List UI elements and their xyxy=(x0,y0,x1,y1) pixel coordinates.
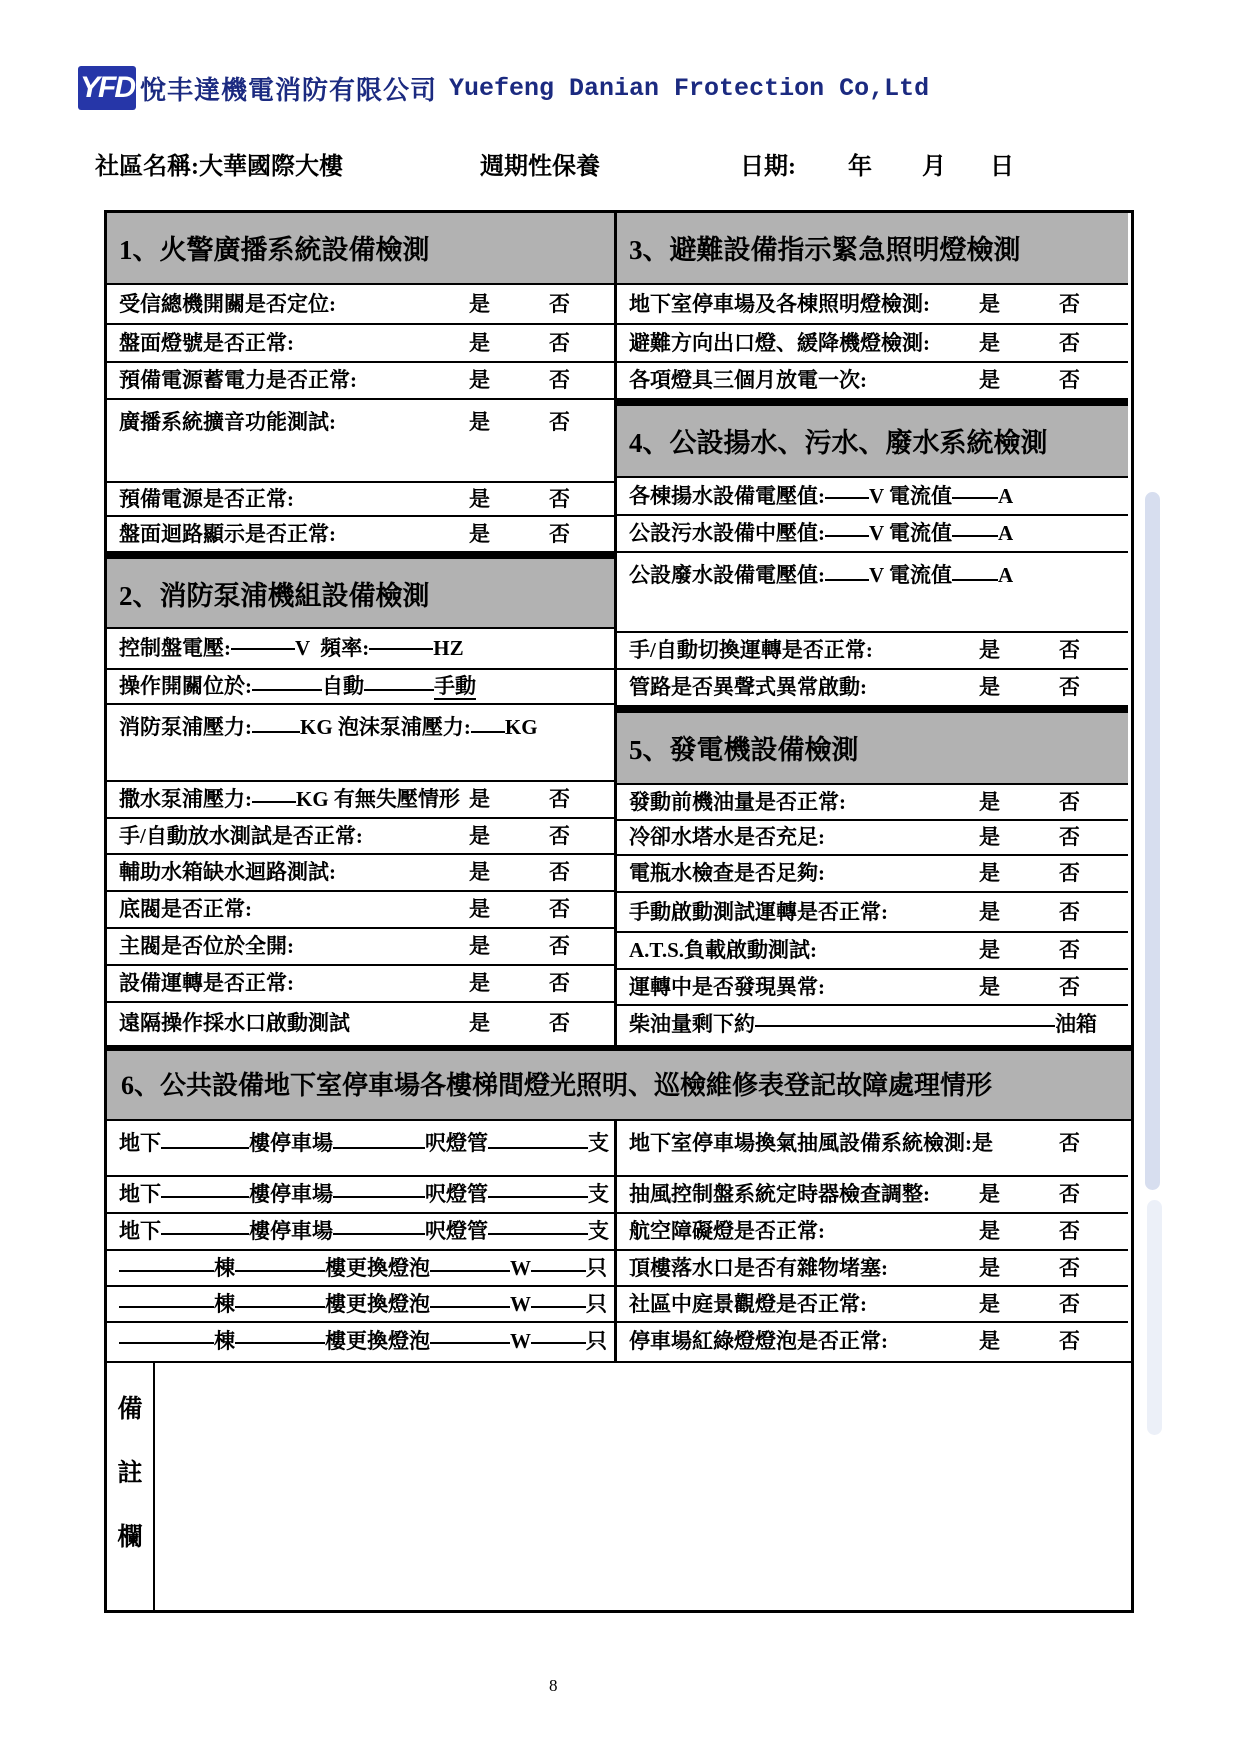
row-content xyxy=(629,521,1013,545)
fill-in-blank xyxy=(430,1251,510,1272)
row-label: KG xyxy=(504,715,538,739)
row-content xyxy=(629,638,873,662)
fill-in-blank xyxy=(161,1214,249,1235)
no-option: 否 xyxy=(1059,1219,1080,1243)
yes-option: 是 xyxy=(979,938,1000,962)
row-content xyxy=(119,824,363,848)
left-column xyxy=(107,213,617,1045)
no-option: 否 xyxy=(549,292,570,316)
table-row xyxy=(617,856,1128,893)
row-content xyxy=(629,1182,930,1206)
row-label: 手動啟動測試運轉是否正常: xyxy=(629,900,888,924)
yes-option: 是 xyxy=(979,790,1000,814)
row-content xyxy=(119,715,538,739)
row-label: 手動 xyxy=(434,674,476,698)
table-row xyxy=(107,1323,614,1361)
table-row xyxy=(107,1177,614,1214)
row-label: 受信總機開關是否定位: xyxy=(119,292,336,316)
row-label: 公設廢水設備電壓值: xyxy=(629,563,825,587)
no-option: 否 xyxy=(1059,638,1080,662)
yes-option: 是 xyxy=(469,897,490,921)
fill-in-blank xyxy=(333,1214,425,1235)
fill-in-blank xyxy=(333,1128,425,1149)
row-label: 發動前機油量是否正常: xyxy=(629,790,846,814)
no-option: 否 xyxy=(1059,368,1080,392)
fill-in-blank xyxy=(252,670,322,691)
yes-option: 是 xyxy=(979,1329,1000,1353)
checklist-table xyxy=(104,210,1134,1613)
yes-option: 是 xyxy=(979,861,1000,885)
table-row xyxy=(107,929,614,966)
row-content xyxy=(629,292,930,316)
table-row xyxy=(617,363,1128,400)
row-content xyxy=(629,331,930,355)
upper-columns xyxy=(107,213,1131,1045)
table-row xyxy=(617,553,1128,633)
fill-in-blank xyxy=(488,1177,588,1198)
row-label: 棟 xyxy=(214,1329,235,1353)
row-label: V 電流值 xyxy=(869,563,953,587)
table-row xyxy=(617,1214,1128,1251)
row-label: 呎燈管 xyxy=(425,1219,488,1243)
row-content xyxy=(629,975,825,999)
no-option: 否 xyxy=(1059,790,1080,814)
fill-in-blank xyxy=(161,1128,249,1149)
row-content xyxy=(119,292,336,316)
row-content xyxy=(629,484,1013,508)
no-option: 否 xyxy=(549,787,570,811)
row-label: 棟 xyxy=(214,1256,235,1280)
row-content xyxy=(119,1256,607,1280)
fill-in-blank xyxy=(119,1287,214,1308)
company-name-english: Yuefeng Danian Frotection Co,Ltd xyxy=(449,73,930,103)
no-option: 否 xyxy=(549,410,570,434)
yes-option: 是 xyxy=(469,292,490,316)
company-logo xyxy=(78,66,136,110)
yes-option: 是 xyxy=(979,900,1000,924)
table-row xyxy=(107,1003,614,1045)
day-label: 日 xyxy=(990,154,1014,180)
fill-in-blank xyxy=(119,1251,214,1272)
no-option: 否 xyxy=(1059,1182,1080,1206)
row-label: 撒水泵浦壓力: xyxy=(119,787,252,811)
row-label: KG 泡沫泵浦壓力: xyxy=(300,715,471,739)
no-option: 否 xyxy=(549,487,570,511)
row-label: 支 xyxy=(588,1219,609,1243)
row-label: A xyxy=(998,521,1014,545)
logo-text: YFD xyxy=(80,71,134,104)
table-row xyxy=(107,670,614,705)
fill-in-blank xyxy=(471,712,505,733)
community-name: 社區名稱:大華國際大樓 xyxy=(95,154,343,180)
table-row xyxy=(107,1121,614,1177)
table-row xyxy=(617,1121,1128,1177)
no-option: 否 xyxy=(549,368,570,392)
fill-in-blank xyxy=(364,670,434,691)
no-option: 否 xyxy=(1059,975,1080,999)
month-label: 月 xyxy=(922,154,946,180)
yes-option: 是 xyxy=(979,292,1000,316)
section-header: 3、避難設備指示緊急照明燈檢測 xyxy=(617,213,1128,285)
no-option: 否 xyxy=(1059,1131,1080,1155)
row-label: 樓更換燈泡 xyxy=(325,1256,430,1280)
row-label: 樓停車場 xyxy=(249,1219,333,1243)
table-row xyxy=(107,819,614,855)
fill-in-blank xyxy=(488,1128,588,1149)
table-row xyxy=(107,1287,614,1323)
yes-option: 是 xyxy=(469,787,490,811)
no-option: 否 xyxy=(1059,861,1080,885)
remarks-section xyxy=(107,1361,1131,1610)
scan-artifact-bar xyxy=(1145,492,1160,1190)
row-label: 社區中庭景觀燈是否正常: xyxy=(629,1292,867,1316)
no-option: 否 xyxy=(1059,1292,1080,1316)
row-content xyxy=(119,1219,609,1243)
row-content xyxy=(119,971,294,995)
row-label: 只 xyxy=(586,1292,607,1316)
row-content xyxy=(629,563,1013,587)
no-option: 否 xyxy=(549,897,570,921)
yes-option: 是 xyxy=(469,368,490,392)
row-label: 避難方向出口燈、緩降機燈檢測: xyxy=(629,331,930,355)
row-content xyxy=(119,860,336,884)
table-row xyxy=(107,1251,614,1287)
row-content xyxy=(629,1256,888,1280)
table-row xyxy=(617,933,1128,970)
row-label: 呎燈管 xyxy=(425,1182,488,1206)
row-content xyxy=(629,1219,825,1243)
fill-in-blank xyxy=(252,712,300,733)
row-label: 廣播系統擴音功能測試: xyxy=(119,410,336,434)
row-content xyxy=(119,1329,607,1353)
fill-in-blank xyxy=(235,1287,325,1308)
yes-option: 是 xyxy=(469,522,490,546)
row-content xyxy=(629,900,888,924)
row-content xyxy=(119,1182,609,1206)
scan-artifact-bar xyxy=(1147,1200,1162,1435)
yes-option: 是 xyxy=(979,825,1000,849)
company-header xyxy=(78,66,929,110)
row-content xyxy=(629,1131,993,1155)
row-label: W xyxy=(510,1256,531,1280)
yes-option: 是 xyxy=(979,675,1000,699)
row-content xyxy=(119,1292,607,1316)
fill-in-blank xyxy=(235,1251,325,1272)
row-label: 地下 xyxy=(119,1182,161,1206)
row-label: 預備電源蓄電力是否正常: xyxy=(119,368,357,392)
row-label: A xyxy=(998,563,1014,587)
section-header: 1、火警廣播系統設備檢測 xyxy=(107,213,614,285)
row-content xyxy=(119,410,336,434)
row-content xyxy=(119,487,294,511)
table-row xyxy=(617,478,1128,516)
row-label: 樓更換燈泡 xyxy=(325,1292,430,1316)
table-row xyxy=(107,363,614,400)
row-label: 各項燈具三個月放電一次: xyxy=(629,368,867,392)
fill-in-blank xyxy=(952,560,998,581)
remarks-label xyxy=(107,1363,155,1610)
fill-in-blank xyxy=(369,629,433,650)
row-label: A xyxy=(998,484,1014,508)
fill-in-blank xyxy=(252,782,296,803)
fill-in-blank xyxy=(488,1214,588,1235)
yes-option: 是 xyxy=(979,1256,1000,1280)
row-label: 棟 xyxy=(214,1292,235,1316)
row-content xyxy=(119,897,252,921)
yes-option: 是 xyxy=(469,1011,490,1035)
table-row xyxy=(617,970,1128,1006)
no-option: 否 xyxy=(549,1011,570,1035)
row-label: 停車場紅綠燈燈泡是否正常: xyxy=(629,1329,888,1353)
no-option: 否 xyxy=(549,934,570,958)
yes-option: 是 xyxy=(979,638,1000,662)
row-content xyxy=(629,861,825,885)
fill-in-blank xyxy=(825,560,869,581)
row-content xyxy=(629,790,846,814)
row-content xyxy=(629,825,825,849)
table-row xyxy=(617,1323,1128,1361)
no-option: 否 xyxy=(549,860,570,884)
row-label: 柴油量剩下約 xyxy=(629,1012,755,1036)
no-option: 否 xyxy=(1059,1256,1080,1280)
row-label: 樓停車場 xyxy=(249,1182,333,1206)
table-row xyxy=(107,855,614,892)
table-row xyxy=(617,1251,1128,1287)
row-label: 只 xyxy=(586,1329,607,1353)
remarks-body xyxy=(155,1363,1131,1610)
row-content xyxy=(629,675,867,699)
remarks-char: 欄 xyxy=(117,1524,143,1551)
table-row xyxy=(107,483,614,517)
row-content xyxy=(119,787,460,811)
table-row xyxy=(107,325,614,363)
table-row xyxy=(107,517,614,553)
table-row xyxy=(107,285,614,325)
fill-in-blank xyxy=(119,1323,214,1344)
row-label: 主閥是否位於全開: xyxy=(119,934,294,958)
section-header: 5、發電機設備檢測 xyxy=(617,707,1128,785)
remarks-char: 備 xyxy=(117,1396,143,1423)
table-row xyxy=(617,285,1128,325)
row-label: 只 xyxy=(586,1256,607,1280)
yes-option: 是 xyxy=(979,1292,1000,1316)
yes-option: 是 xyxy=(979,975,1000,999)
year-label: 年 xyxy=(848,154,872,180)
row-content xyxy=(119,368,357,392)
row-content xyxy=(629,368,867,392)
row-content xyxy=(119,1131,609,1155)
table-row xyxy=(107,782,614,819)
fill-in-blank xyxy=(430,1287,510,1308)
table-row xyxy=(617,670,1128,707)
no-option: 否 xyxy=(1059,292,1080,316)
row-label: 抽風控制盤系統定時器檢查調整: xyxy=(629,1182,930,1206)
fill-in-blank xyxy=(531,1287,586,1308)
row-label: 冷卻水塔水是否充足: xyxy=(629,825,825,849)
row-label: 手/自動切換運轉是否正常: xyxy=(629,638,873,662)
row-content xyxy=(119,331,294,355)
row-label: 地下室停車場換氣抽風設備系統檢測:是 xyxy=(629,1131,993,1155)
fill-in-blank xyxy=(235,1323,325,1344)
row-content xyxy=(119,522,336,546)
row-label: 設備運轉是否正常: xyxy=(119,971,294,995)
row-label: 樓停車場 xyxy=(249,1131,333,1155)
fill-in-blank xyxy=(430,1323,510,1344)
table-row xyxy=(617,821,1128,856)
maintenance-type: 週期性保養 xyxy=(480,154,600,180)
no-option: 否 xyxy=(1059,1329,1080,1353)
row-label: A.T.S.負載啟動測試: xyxy=(629,938,818,962)
fill-in-blank xyxy=(952,478,998,499)
fill-in-blank xyxy=(952,516,998,537)
table-row xyxy=(107,966,614,1003)
company-name-chinese: 悅丰達機電消防有限公司 xyxy=(140,75,438,105)
yes-option: 是 xyxy=(979,1182,1000,1206)
table-row xyxy=(617,516,1128,553)
title-bar xyxy=(0,146,1241,178)
row-label: 預備電源是否正常: xyxy=(119,487,294,511)
no-option: 否 xyxy=(549,824,570,848)
fill-in-blank xyxy=(755,1006,1055,1027)
row-label: 自動 xyxy=(322,674,364,698)
yes-option: 是 xyxy=(469,824,490,848)
yes-option: 是 xyxy=(469,971,490,995)
table-row xyxy=(617,633,1128,670)
no-option: 否 xyxy=(1059,331,1080,355)
yes-option: 是 xyxy=(979,331,1000,355)
no-option: 否 xyxy=(549,331,570,355)
yes-option: 是 xyxy=(469,410,490,434)
section6-body xyxy=(107,1121,1131,1361)
yes-option: 是 xyxy=(979,368,1000,392)
section-header: 2、消防泵浦機組設備檢測 xyxy=(107,553,614,629)
no-option: 否 xyxy=(1059,825,1080,849)
row-label: 各棟揚水設備電壓值: xyxy=(629,484,825,508)
row-content xyxy=(119,934,294,958)
yes-option: 是 xyxy=(979,1219,1000,1243)
table-row xyxy=(617,1177,1128,1214)
table-row xyxy=(107,705,614,782)
row-label: 消防泵浦壓力: xyxy=(119,715,252,739)
table-row xyxy=(617,785,1128,821)
row-label: 底閥是否正常: xyxy=(119,897,252,921)
row-label: 電瓶水檢查是否足夠: xyxy=(629,861,825,885)
row-label: 支 xyxy=(588,1131,609,1155)
no-option: 否 xyxy=(549,971,570,995)
table-row xyxy=(107,400,614,483)
row-content xyxy=(629,938,817,962)
row-content xyxy=(119,1011,350,1035)
table-row xyxy=(107,1214,614,1251)
row-content xyxy=(119,636,464,660)
section-header: 4、公設揚水、污水、廢水系統檢測 xyxy=(617,400,1128,478)
row-label: 控制盤電壓: xyxy=(119,636,231,660)
row-label: 油箱 xyxy=(1055,1012,1097,1036)
fill-in-blank xyxy=(231,629,295,650)
fill-in-blank xyxy=(531,1323,586,1344)
page-number: 8 xyxy=(549,1676,558,1695)
row-label: 管路是否異聲式異常啟動: xyxy=(629,675,867,699)
row-content xyxy=(629,1329,888,1353)
no-option: 否 xyxy=(1059,938,1080,962)
fill-in-blank xyxy=(531,1251,586,1272)
yes-option: 是 xyxy=(469,860,490,884)
row-label: 頂樓落水口是否有雜物堵塞: xyxy=(629,1256,888,1280)
row-label: 地下 xyxy=(119,1219,161,1243)
no-option: 否 xyxy=(549,522,570,546)
row-content xyxy=(629,1292,867,1316)
row-label: 操作開關位於: xyxy=(119,674,252,698)
table-row xyxy=(617,325,1128,363)
table-row xyxy=(617,1006,1128,1045)
table-row xyxy=(107,892,614,929)
row-label: 地下 xyxy=(119,1131,161,1155)
table-row xyxy=(617,893,1128,933)
section6-right-column xyxy=(617,1121,1128,1361)
row-label: KG 有無失壓情形 xyxy=(296,787,460,811)
row-content xyxy=(119,674,476,698)
row-label: W xyxy=(510,1292,531,1316)
no-option: 否 xyxy=(1059,675,1080,699)
row-label: 運轉中是否發現異常: xyxy=(629,975,825,999)
fill-in-blank xyxy=(825,478,869,499)
date-label: 日期: xyxy=(740,154,796,180)
row-label: 公設污水設備中壓值: xyxy=(629,521,825,545)
fill-in-blank xyxy=(161,1177,249,1198)
row-label: V 頻率: xyxy=(295,636,370,660)
yes-option: 是 xyxy=(469,487,490,511)
right-column xyxy=(617,213,1128,1045)
row-label: 遠隔操作採水口啟動測試 xyxy=(119,1011,350,1035)
table-row xyxy=(617,1287,1128,1323)
section-header-6: 6、公共設備地下室停車場各樓梯間燈光照明、巡檢維修表登記故障處理情形 xyxy=(107,1045,1131,1121)
remarks-char: 註 xyxy=(117,1460,143,1487)
fill-in-blank xyxy=(333,1177,425,1198)
row-label: 手/自動放水測試是否正常: xyxy=(119,824,363,848)
section6-left-column xyxy=(107,1121,617,1361)
row-label: HZ xyxy=(433,636,464,660)
row-label: 支 xyxy=(588,1182,609,1206)
row-label: 盤面迴路顯示是否正常: xyxy=(119,522,336,546)
row-label: 盤面燈號是否正常: xyxy=(119,331,294,355)
row-content xyxy=(629,1012,1097,1036)
row-label: V 電流值 xyxy=(869,521,953,545)
row-label: 輔助水箱缺水迴路測試: xyxy=(119,860,336,884)
yes-option: 是 xyxy=(469,934,490,958)
table-row xyxy=(107,629,614,670)
row-label: 航空障礙燈是否正常: xyxy=(629,1219,825,1243)
row-label: 地下室停車場及各棟照明燈檢測: xyxy=(629,292,930,316)
row-label: 樓更換燈泡 xyxy=(325,1329,430,1353)
yes-option: 是 xyxy=(469,331,490,355)
row-label: V 電流值 xyxy=(869,484,953,508)
row-label: W xyxy=(510,1329,531,1353)
row-label: 呎燈管 xyxy=(425,1131,488,1155)
fill-in-blank xyxy=(825,516,869,537)
no-option: 否 xyxy=(1059,900,1080,924)
